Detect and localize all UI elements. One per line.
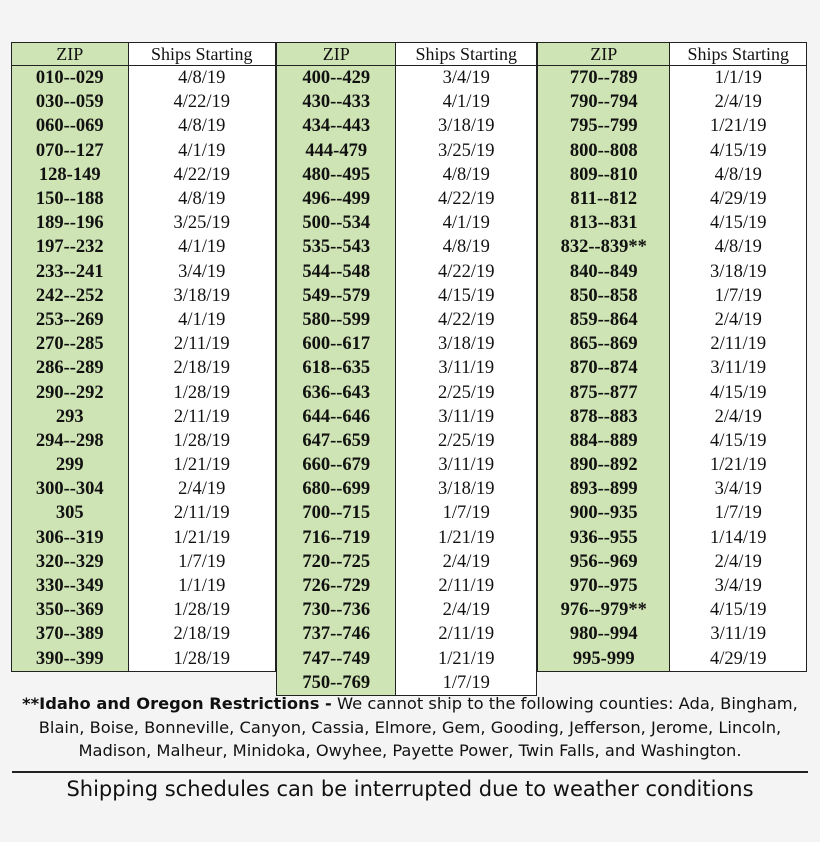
zip-range: 811--812	[538, 187, 670, 211]
ships-starting-header: Ships Starting	[670, 43, 807, 66]
zip-range: 549--579	[277, 284, 396, 308]
ship-date: 1/7/19	[670, 501, 807, 525]
zip-range: 893--899	[538, 477, 670, 501]
zip-range: 813--831	[538, 211, 670, 235]
table-row	[538, 235, 807, 259]
ship-date: 2/25/19	[396, 380, 537, 404]
ship-date: 4/8/19	[128, 187, 275, 211]
table-row	[538, 187, 807, 211]
restrictions-line-2: Blain, Boise, Bonneville, Canyon, Cassia, Elmore, Gem, Gooding, Jefferson, Jerome, Lincoln,	[38, 717, 782, 737]
table-row	[538, 139, 807, 163]
zip-range: 870--874	[538, 356, 670, 380]
table-row	[12, 526, 276, 550]
table-row	[277, 284, 537, 308]
zip-header: ZIP	[538, 43, 670, 66]
ship-date: 3/4/19	[670, 477, 807, 501]
table-row	[538, 284, 807, 308]
table-row	[538, 622, 807, 646]
table-row	[538, 356, 807, 380]
table-row	[12, 429, 276, 453]
zip-range: 700--715	[277, 501, 396, 525]
zip-range: 535--543	[277, 235, 396, 259]
zip-range: 809--810	[538, 163, 670, 187]
table-row	[12, 114, 276, 138]
table-row	[12, 332, 276, 356]
restrictions-title: **Idaho and Oregon Restrictions -	[22, 694, 332, 713]
table-row	[12, 405, 276, 429]
ship-date: 3/11/19	[396, 356, 537, 380]
ship-date: 3/11/19	[396, 453, 537, 477]
zip-range: 370--389	[12, 622, 129, 646]
ship-date: 3/4/19	[670, 574, 807, 598]
ship-date: 3/18/19	[396, 114, 537, 138]
table-row	[12, 139, 276, 163]
zip-range: 306--319	[12, 526, 129, 550]
zip-range: 286--289	[12, 356, 129, 380]
table-row	[277, 598, 537, 622]
table-row	[277, 332, 537, 356]
zip-range: 189--196	[12, 211, 129, 235]
table-row	[12, 574, 276, 598]
zip-range: 060--069	[12, 114, 129, 138]
zip-range: 790--794	[538, 90, 670, 114]
ship-date: 2/18/19	[128, 356, 275, 380]
ship-date: 4/15/19	[670, 139, 807, 163]
ship-date: 2/11/19	[128, 332, 275, 356]
zip-range: 197--232	[12, 235, 129, 259]
zip-range: 128-149	[12, 163, 129, 187]
table-row	[277, 260, 537, 284]
ship-date: 2/11/19	[396, 574, 537, 598]
ship-date: 3/11/19	[670, 356, 807, 380]
ships-starting-header: Ships Starting	[128, 43, 275, 66]
zip-range: 840--849	[538, 260, 670, 284]
table-row	[277, 574, 537, 598]
table-row	[277, 429, 537, 453]
ship-date: 1/28/19	[128, 380, 275, 404]
zip-range: 300--304	[12, 477, 129, 501]
ship-date: 4/22/19	[396, 260, 537, 284]
zip-range: 400--429	[277, 66, 396, 91]
table-row	[538, 574, 807, 598]
zip-range: 875--877	[538, 380, 670, 404]
table-row	[538, 308, 807, 332]
ship-date: 1/7/19	[396, 501, 537, 525]
table-row	[538, 260, 807, 284]
ship-date: 4/8/19	[670, 163, 807, 187]
table-row	[538, 477, 807, 501]
ship-date: 4/15/19	[670, 598, 807, 622]
table-row	[12, 211, 276, 235]
table-row	[277, 187, 537, 211]
ship-date: 1/28/19	[128, 647, 275, 672]
restrictions-note	[10, 692, 810, 763]
ship-date: 2/18/19	[128, 622, 275, 646]
zip-range: 320--329	[12, 550, 129, 574]
ship-date: 1/28/19	[128, 429, 275, 453]
zip-range: 030--059	[12, 90, 129, 114]
ship-date: 2/4/19	[670, 405, 807, 429]
table-row	[538, 453, 807, 477]
table-row	[12, 163, 276, 187]
table-row	[538, 332, 807, 356]
zip-range: 850--858	[538, 284, 670, 308]
ship-date: 4/15/19	[670, 380, 807, 404]
ship-date: 4/15/19	[670, 211, 807, 235]
ship-date: 4/29/19	[670, 187, 807, 211]
zip-table-2	[276, 42, 537, 696]
table-row	[538, 211, 807, 235]
zip-range: 770--789	[538, 66, 670, 91]
zip-range: 305	[12, 501, 129, 525]
zip-range: 233--241	[12, 260, 129, 284]
ship-date: 3/25/19	[396, 139, 537, 163]
table-row	[538, 66, 807, 91]
zip-range: 618--635	[277, 356, 396, 380]
table-row	[277, 550, 537, 574]
ship-date: 4/22/19	[396, 187, 537, 211]
weather-footer: Shipping schedules can be interrupted due to weather conditions	[66, 777, 754, 801]
zip-range: 890--892	[538, 453, 670, 477]
ship-date: 1/21/19	[128, 526, 275, 550]
ship-date: 3/4/19	[396, 66, 537, 91]
table-row	[538, 380, 807, 404]
ship-date: 2/11/19	[670, 332, 807, 356]
ship-date: 2/11/19	[396, 622, 537, 646]
zip-range: 480--495	[277, 163, 396, 187]
zip-range: 350--369	[12, 598, 129, 622]
zip-range: 636--643	[277, 380, 396, 404]
table-row	[12, 66, 276, 91]
zip-range: 390--399	[12, 647, 129, 672]
table-row	[12, 187, 276, 211]
table-row	[12, 598, 276, 622]
table-row	[538, 429, 807, 453]
ship-date: 4/22/19	[396, 308, 537, 332]
ship-date: 4/8/19	[396, 163, 537, 187]
table-row	[277, 114, 537, 138]
zip-range: 242--252	[12, 284, 129, 308]
table-row	[277, 308, 537, 332]
table-row	[277, 356, 537, 380]
zip-range: 580--599	[277, 308, 396, 332]
table-row	[12, 622, 276, 646]
zip-range: 299	[12, 453, 129, 477]
ship-date: 4/1/19	[396, 90, 537, 114]
table-row	[277, 501, 537, 525]
table-row	[538, 114, 807, 138]
ship-date: 4/1/19	[128, 235, 275, 259]
table-row	[12, 308, 276, 332]
restrictions-line-3: Madison, Malheur, Minidoka, Owyhee, Payette Power, Twin Falls, and Washington.	[78, 741, 742, 760]
table-row	[538, 501, 807, 525]
zip-range: 444-479	[277, 139, 396, 163]
ship-date: 1/7/19	[670, 284, 807, 308]
ship-date: 2/4/19	[396, 598, 537, 622]
table-row	[12, 90, 276, 114]
zip-range: 900--935	[538, 501, 670, 525]
divider	[12, 771, 808, 773]
ship-date: 4/22/19	[128, 163, 275, 187]
ship-date: 2/4/19	[670, 308, 807, 332]
ship-date: 1/21/19	[396, 647, 537, 671]
table-row	[277, 380, 537, 404]
zip-range: 750--769	[277, 671, 396, 696]
ship-date: 1/7/19	[128, 550, 275, 574]
zip-range: 010--029	[12, 66, 129, 91]
ship-date: 1/21/19	[396, 526, 537, 550]
ship-date: 3/18/19	[396, 332, 537, 356]
ship-date: 4/8/19	[128, 114, 275, 138]
table-row	[12, 260, 276, 284]
table-row	[538, 647, 807, 672]
table-row	[12, 235, 276, 259]
table-row	[277, 235, 537, 259]
zip-range: 434--443	[277, 114, 396, 138]
zip-range: 496--499	[277, 187, 396, 211]
ship-date: 4/8/19	[670, 235, 807, 259]
zip-range: 330--349	[12, 574, 129, 598]
zip-range: 680--699	[277, 477, 396, 501]
zip-range: 647--659	[277, 429, 396, 453]
ship-date: 3/25/19	[128, 211, 275, 235]
ship-date: 3/11/19	[396, 405, 537, 429]
zip-range: 290--292	[12, 380, 129, 404]
ship-date: 1/14/19	[670, 526, 807, 550]
ship-date: 3/18/19	[128, 284, 275, 308]
zip-range: 976--979**	[538, 598, 670, 622]
ship-date: 3/11/19	[670, 622, 807, 646]
ship-date: 2/4/19	[396, 550, 537, 574]
zip-range: 980--994	[538, 622, 670, 646]
zip-range: 294--298	[12, 429, 129, 453]
ship-date: 2/25/19	[396, 429, 537, 453]
zip-range: 970--975	[538, 574, 670, 598]
table-row	[12, 647, 276, 672]
zip-range: 293	[12, 405, 129, 429]
zip-range: 832--839**	[538, 235, 670, 259]
ship-date: 1/1/19	[128, 574, 275, 598]
table-row	[538, 90, 807, 114]
zip-table-3	[537, 42, 807, 672]
zip-range: 795--799	[538, 114, 670, 138]
zip-range: 070--127	[12, 139, 129, 163]
zip-range: 865--869	[538, 332, 670, 356]
table-row	[538, 550, 807, 574]
table-row	[277, 139, 537, 163]
zip-range: 737--746	[277, 622, 396, 646]
zip-range: 660--679	[277, 453, 396, 477]
ship-date: 1/21/19	[670, 453, 807, 477]
ship-date: 4/15/19	[396, 284, 537, 308]
table-row	[277, 477, 537, 501]
table-row	[277, 211, 537, 235]
ship-date: 1/7/19	[396, 671, 537, 696]
ship-date: 1/21/19	[128, 453, 275, 477]
zip-range: 878--883	[538, 405, 670, 429]
zip-range: 544--548	[277, 260, 396, 284]
ship-date: 4/15/19	[670, 429, 807, 453]
table-row	[12, 453, 276, 477]
zip-range: 800--808	[538, 139, 670, 163]
zip-range: 600--617	[277, 332, 396, 356]
table-row	[12, 501, 276, 525]
zip-range: 884--889	[538, 429, 670, 453]
ship-date: 2/4/19	[670, 90, 807, 114]
table-row	[12, 550, 276, 574]
ship-date: 2/4/19	[670, 550, 807, 574]
table-row	[538, 598, 807, 622]
table-row	[12, 380, 276, 404]
zip-range: 956--969	[538, 550, 670, 574]
table-row	[277, 453, 537, 477]
table-row	[277, 66, 537, 91]
zip-header: ZIP	[277, 43, 396, 66]
ship-date: 2/11/19	[128, 501, 275, 525]
ship-date: 4/1/19	[128, 308, 275, 332]
table-row	[277, 526, 537, 550]
zip-range: 430--433	[277, 90, 396, 114]
ship-date: 1/1/19	[670, 66, 807, 91]
ship-date: 4/29/19	[670, 647, 807, 672]
zip-range: 500--534	[277, 211, 396, 235]
table-row	[538, 526, 807, 550]
zip-range: 859--864	[538, 308, 670, 332]
table-row	[277, 622, 537, 646]
zip-header: ZIP	[12, 43, 129, 66]
table-row	[277, 163, 537, 187]
ship-date: 2/4/19	[128, 477, 275, 501]
restrictions-line-1: **Idaho and Oregon Restrictions - We cannot ship to the following counties: Ada, Bingham,	[22, 694, 798, 713]
zip-range: 720--725	[277, 550, 396, 574]
zip-range: 253--269	[12, 308, 129, 332]
table-row	[277, 90, 537, 114]
table-row	[12, 477, 276, 501]
zip-range: 726--729	[277, 574, 396, 598]
ships-starting-header: Ships Starting	[396, 43, 537, 66]
ship-date: 4/8/19	[396, 235, 537, 259]
ship-date: 4/1/19	[128, 139, 275, 163]
zip-range: 747--749	[277, 647, 396, 671]
zip-range: 716--719	[277, 526, 396, 550]
ship-date: 4/22/19	[128, 90, 275, 114]
ship-date: 4/1/19	[396, 211, 537, 235]
ship-date: 3/4/19	[128, 260, 275, 284]
zip-range: 644--646	[277, 405, 396, 429]
ship-date: 3/18/19	[670, 260, 807, 284]
ship-date: 1/28/19	[128, 598, 275, 622]
table-row	[277, 647, 537, 671]
ship-date: 4/8/19	[128, 66, 275, 91]
table-row	[277, 405, 537, 429]
zip-range: 995-999	[538, 647, 670, 672]
table-row	[538, 405, 807, 429]
zip-range: 936--955	[538, 526, 670, 550]
zip-range: 730--736	[277, 598, 396, 622]
ship-date: 3/18/19	[396, 477, 537, 501]
table-row	[12, 356, 276, 380]
ship-date: 1/21/19	[670, 114, 807, 138]
zip-table-1	[11, 42, 276, 672]
table-row	[12, 284, 276, 308]
zip-range: 270--285	[12, 332, 129, 356]
zip-range: 150--188	[12, 187, 129, 211]
table-row	[538, 163, 807, 187]
ship-date: 2/11/19	[128, 405, 275, 429]
